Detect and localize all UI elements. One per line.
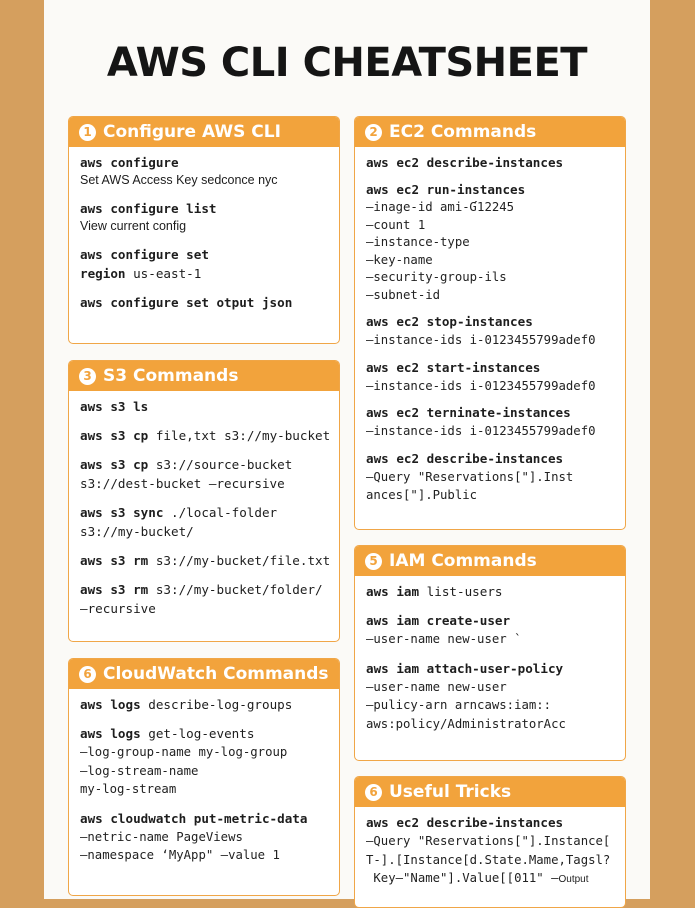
command-entry (80, 153, 328, 189)
command-text: aws logs (80, 697, 141, 712)
command-option: —log-group-name my-log-group (80, 745, 288, 759)
command-args: list-users (419, 584, 503, 599)
command-text: aws s3 sync (80, 505, 164, 520)
command-option: —key-name (366, 252, 433, 267)
command-option: T-].[Instance[d.State.Mame,Tagsl? (366, 852, 611, 867)
tricks-title: Useful Tricks (389, 782, 512, 802)
command-option: my-log-stream (80, 782, 177, 796)
command-option: —count 1 (366, 217, 426, 232)
command-option: —instance-ids i-0123455799adef0 (366, 424, 596, 438)
section-number-badge: 6 (365, 784, 382, 801)
command-entry (80, 724, 328, 799)
section-number-badge: 5 (365, 553, 382, 570)
command-args: s3://source-bucket (148, 457, 293, 472)
output-note: Output (558, 874, 589, 885)
command-entry (366, 813, 614, 890)
command-entry (80, 199, 328, 235)
command-text: aws s3 cp (80, 457, 149, 472)
command-option: —inage-id ami-Ɠ12245 (366, 200, 515, 214)
command-text: aws configure list (80, 201, 217, 216)
command-entry (80, 455, 328, 493)
command-option: aws:policy/AdministratorAcc (366, 716, 566, 731)
command-text: aws ec2 describe-instances (366, 155, 564, 170)
command-option: —log-stream-name (80, 763, 199, 778)
command-entry (80, 809, 328, 865)
s3-card (68, 360, 340, 642)
command-entry (80, 293, 328, 312)
s3-title: S3 Commands (103, 366, 239, 386)
section-number-badge: 6 (79, 666, 96, 683)
configure-card (68, 116, 340, 344)
command-entry (80, 503, 328, 541)
command-text: aws ec2 terninate-instances (366, 405, 571, 420)
command-args: describe-log-groups (140, 697, 293, 712)
command-entry (366, 611, 614, 649)
configure-title: Configure AWS CLI (103, 122, 281, 142)
command-text: aws ec2 run-instances (366, 182, 526, 197)
command-option: —instance-ids i-0123455799adef0 (366, 333, 596, 347)
command-text: aws iam attach-user-policy (366, 660, 564, 676)
cloudwatch-header (69, 659, 339, 689)
command-entry (80, 426, 331, 445)
command-option: —Query "Reservations["].Instance[ (366, 834, 611, 848)
section-number-badge: 1 (79, 124, 96, 141)
command-entry (366, 312, 614, 350)
command-args: s3://my-bucket/file.txt (148, 553, 331, 568)
command-args: s3://my-bucket/folder/ (148, 582, 323, 597)
command-args: get-log-events (140, 726, 255, 741)
s3-header (69, 361, 339, 391)
ec2-title: EC2 Commands (389, 122, 537, 142)
tricks-card (354, 776, 626, 908)
cloudwatch-card (68, 658, 340, 896)
iam-header (355, 546, 625, 576)
command-entry (80, 551, 331, 570)
iam-card (354, 545, 626, 761)
section-number-badge: 2 (365, 124, 382, 141)
command-entry (80, 245, 328, 283)
command-args: s3://my-bucket/ (80, 524, 194, 539)
command-text: aws iam create-user (366, 613, 511, 628)
command-text: aws ec2 stop-instances (366, 314, 533, 329)
command-entry (366, 403, 614, 441)
command-entry (366, 153, 614, 172)
cloudwatch-title: CloudWatch Commands (103, 664, 329, 684)
command-description: View current config (80, 219, 187, 233)
command-args: file,txt s3://my-bucket (148, 428, 331, 443)
command-entry (80, 580, 328, 618)
command-option: Key—"Name"].Value[[011" — (366, 871, 559, 885)
command-option: —instance-ids i-0123455799adef0 (366, 378, 596, 393)
cheatsheet-page (44, 0, 650, 899)
command-entry (80, 397, 328, 416)
command-entry (366, 358, 614, 396)
command-text: aws ec2 describe-instances (366, 815, 564, 830)
tricks-header (355, 777, 625, 807)
command-entry (366, 582, 614, 601)
command-option: —pulicy-arn arncaws:iam:: (366, 698, 552, 712)
command-text: aws cloudwatch put-metric-data (80, 810, 308, 826)
command-text: aws s3 rm (80, 553, 149, 568)
command-args: us-east-1 (125, 266, 202, 281)
command-option: —namespace ‘MyApp" —value 1 (80, 848, 280, 862)
command-text: aws configure set (80, 247, 209, 262)
command-text: aws logs (80, 726, 141, 741)
page-title: AWS CLI CHEATSHEET (106, 40, 588, 86)
command-option: —netric-name PageViews (80, 829, 243, 844)
command-args: —recursive (80, 601, 156, 616)
command-text: aws s3 cp (80, 428, 149, 443)
command-entry (366, 659, 614, 734)
command-option: —user-name new-user ` (366, 632, 522, 646)
command-option: —subnet-id (366, 287, 441, 302)
command-option: —user-name new-user (366, 679, 507, 694)
command-text: aws s3 rm (80, 582, 149, 597)
command-entry (80, 695, 328, 714)
ec2-header (355, 117, 625, 147)
command-text: aws configure (80, 155, 179, 170)
command-text: aws ec2 describe-instances (366, 450, 564, 466)
iam-title: IAM Commands (389, 551, 537, 571)
command-args: s3://dest-bucket —recursive (80, 476, 285, 491)
command-text: region (80, 266, 126, 281)
ec2-card (354, 116, 626, 530)
command-entry (366, 449, 614, 505)
command-args: ./local-folder (163, 505, 278, 520)
configure-header (69, 117, 339, 147)
command-text: aws configure set otput json (80, 295, 293, 310)
command-option: —security-group-ils (366, 270, 507, 284)
section-number-badge: 3 (79, 368, 96, 385)
command-description: Set AWS Access Key sedconce nyc (80, 173, 278, 187)
command-text: aws s3 ls (80, 399, 149, 414)
command-option: —instance-type (366, 235, 470, 249)
command-text: aws iam (366, 584, 420, 599)
command-option: ances["].Public (366, 488, 478, 502)
command-entry (366, 180, 614, 304)
command-option: —Query "Reservations["].Inst (366, 469, 574, 484)
command-text: aws ec2 start-instances (366, 359, 541, 375)
